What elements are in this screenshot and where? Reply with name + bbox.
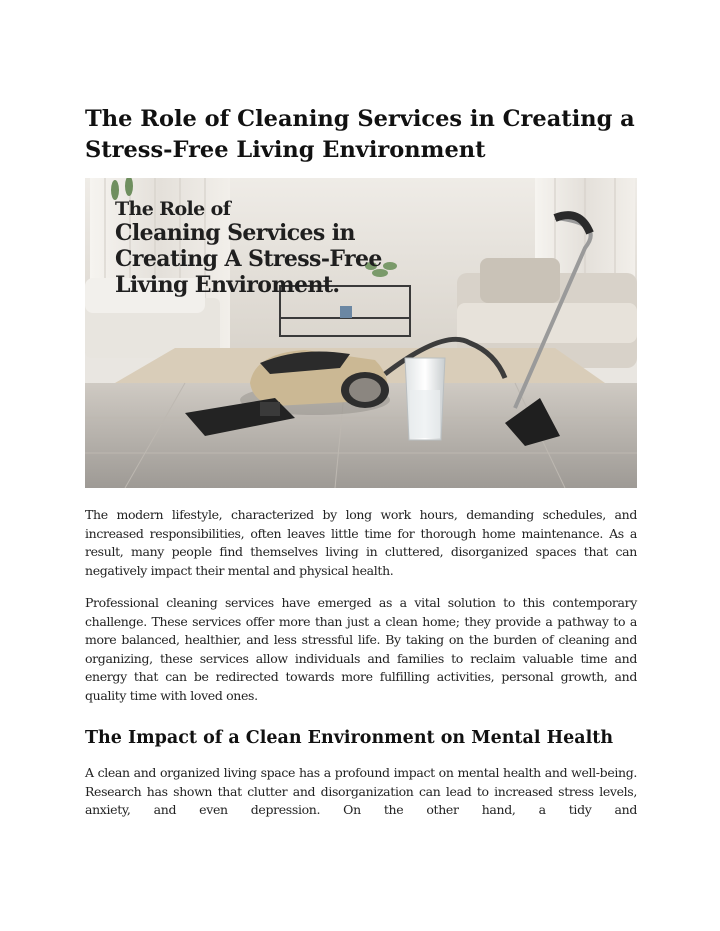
page-title: The Role of Cleaning Services in Creating a Stress-Free Living Environment xyxy=(85,106,635,163)
hero-caption-line: The Role of xyxy=(115,198,231,220)
section-heading: The Impact of a Clean Environment on Mental Health xyxy=(85,728,614,748)
hero-caption-line: Creating A Stress-Free xyxy=(115,246,382,272)
hero-image xyxy=(85,178,637,488)
paragraph-services: Professional cleaning services have emerged as a vital solution to this contemporary challenge. These services offer more than just a clean home; they provide a pathway to a more balanced, healthier, and less stressful life. By taking on the burden of cleaning and organizing, these services allow individuals and families to reclaim valuable time and energy that can be redirected towards more fulfilling activities, personal growth, and quality time with loved ones. xyxy=(85,595,637,703)
hero-caption xyxy=(115,198,382,298)
paragraph-impact: A clean and organized living space has a profound impact on mental health and well-being. Research has shown that clutter and disorganization can lead to increased stress levels, anxiety, and even depression. On the other hand, a tidy and xyxy=(85,765,637,817)
hero-caption-line: Cleaning Services in xyxy=(115,220,355,246)
paragraph-intro: The modern lifestyle, characterized by long work hours, demanding schedules, and increased responsibilities, often leaves little time for thorough home maintenance. As a result, many people find themselves living in cluttered, disorganized spaces that can negatively impact their mental and physical health. xyxy=(85,507,637,578)
hero-caption-line: Living Enviroment. xyxy=(115,272,340,298)
